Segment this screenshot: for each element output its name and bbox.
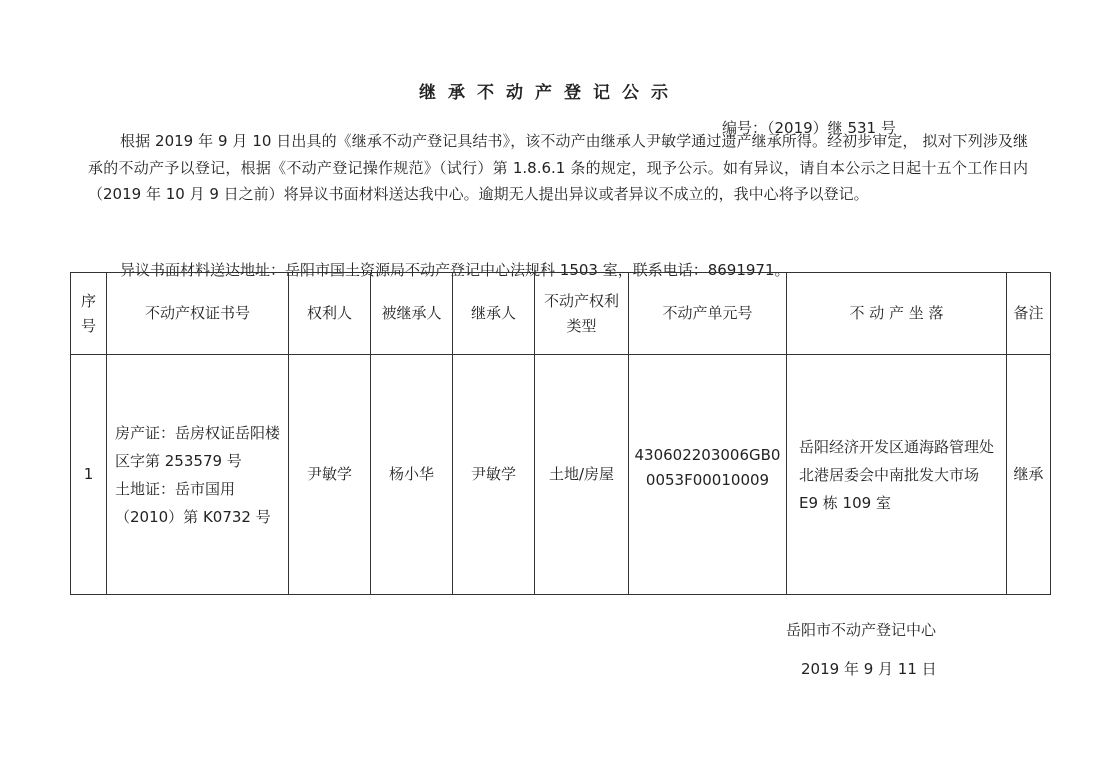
issue-date: 2019 年 9 月 11 日 xyxy=(801,660,937,678)
issuer: 岳阳市不动产登记中心 xyxy=(786,621,937,639)
header-unit-no: 不动产单元号 xyxy=(629,273,787,355)
serial-number: 编号：（2019）继 531 号 xyxy=(722,119,896,137)
document-title: 继承不动产登记公示 xyxy=(419,83,680,103)
header-seq: 序号 xyxy=(71,273,107,355)
cell-cert: 房产证：岳房权证岳阳楼区字第 253579 号 土地证：岳市国用（2010）第 K0732 号 xyxy=(107,355,289,595)
header-decedent: 被继承人 xyxy=(371,273,453,355)
header-remark: 备注 xyxy=(1007,273,1051,355)
cell-heir: 尹敏学 xyxy=(453,355,535,595)
header-heir: 继承人 xyxy=(453,273,535,355)
notice-paragraph: 根据 2019 年 9 月 10 日出具的《继承不动产登记具结书》，该不动产由继承人尹敏学通过遗产继承所得。经初步审定， 拟对下列涉及继承的不动产予以登记，根据《不动产登记操作规范》（试行）第 1.8.6.1 条的规定，现予公示。如有异议，请自本公示之日起十五个工作日内（2019 年 10 月 9 日之前）将异议书面材料送达我中心。逾期无人提出异议或者异议不成立的，我中心将予以登记。 xyxy=(88,132,1028,203)
header-cert: 不动产权证书号 xyxy=(107,273,289,355)
cell-owner: 尹敏学 xyxy=(289,355,371,595)
cell-remark: 继承 xyxy=(1007,355,1051,595)
table-row xyxy=(71,355,1051,595)
header-right-type: 不动产权利类型 xyxy=(535,273,629,355)
table-header-row xyxy=(71,273,1051,355)
cell-decedent: 杨小华 xyxy=(371,355,453,595)
header-location: 不 动 产 坐 落 xyxy=(787,273,1007,355)
cell-seq: 1 xyxy=(71,355,107,595)
registration-table xyxy=(70,272,1051,595)
objection-address: 异议书面材料送达地址：岳阳市国土资源局不动产登记中心法规科 1503 室，联系电话：8691971。 xyxy=(120,261,790,279)
cell-right-type: 土地/房屋 xyxy=(535,355,629,595)
cell-unit-no: 430602203006GB00053F00010009 xyxy=(629,355,787,595)
cell-location: 岳阳经济开发区通海路管理处北港居委会中南批发大市场 E9 栋 109 室 xyxy=(787,355,1007,595)
header-owner: 权利人 xyxy=(289,273,371,355)
